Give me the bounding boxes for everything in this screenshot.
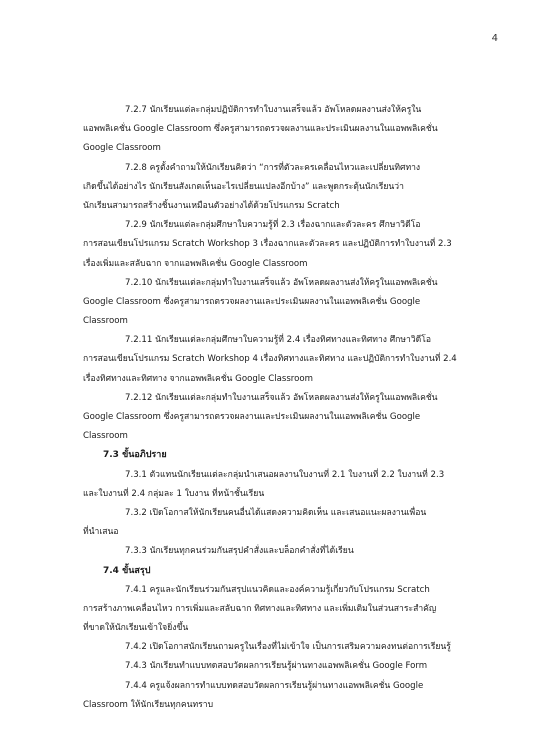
text-line: Google Classroom ซึ่งครูสามารถตรวจผลงานและประเมินผลงานในแอพพลิเคชั่น Google xyxy=(83,296,421,307)
text-line: 7.2.12 นักเรียนแต่ละกลุ่มทำใบงานเสร็จแล้ว อัพโหลดผลงานส่งให้ครูในแอพพลิเคชั่น xyxy=(125,392,438,403)
text-line: 7.3.1 ตัวแทนนักเรียนแต่ละกลุ่มนำเสนอผลงานใบงานที่ 2.1 ใบงานที่ 2.2 ใบงานที่ 2.3 xyxy=(125,469,445,480)
text-line: การสอนเขียนโปรแกรม Scratch Workshop 3 เรื่องฉากและตัวละคร และปฏิบัติการทำใบงานที่ 2.3 xyxy=(83,239,452,250)
text-line: การสร้างภาพเคลื่อนไหว การเพิ่มและสลับฉาก ทิศทางและทิศทาง และเพิ่มเติมในส่วนสาระสำคัญ xyxy=(83,603,437,614)
text-line: Classroom xyxy=(83,316,128,327)
document-body xyxy=(83,101,503,715)
text-line: แอพพลิเคชั่น Google Classroom ซึ่งครูสามารถตรวจผลงานและประเมินผลงานในแอพพลิเคชั่น xyxy=(83,124,438,135)
text-line: 7.4.1 ครูและนักเรียนร่วมกันสรุปแนวคิดและองค์ความรู้เกี่ยวกับโปรแกรม Scratch xyxy=(125,584,430,595)
text-line: เกิดขึ้นได้อย่างไร นักเรียนสังเกตเห็นอะไรเปลี่ยนแปลงอีกบ้าง” และพูดกระตุ้นนักเรียนว่า xyxy=(83,181,404,192)
text-line: 7.4.3 นักเรียนทำแบบทดสอบวัดผลการเรียนรู้ผ่านทางแอพพลิเคชั่น Google Form xyxy=(125,661,428,672)
text-line: ที่ขาดให้นักเรียนเข้าใจยิ่งขึ้น xyxy=(83,623,189,634)
text-line: เรื่องเพิ่มและสลับฉาก จากแอพพลิเคชั่น Google Classroom xyxy=(83,258,308,269)
text-line: 7.3.3 นักเรียนทุกคนร่วมกันสรุปคำสั่งและบล็อกคำสั่งที่ได้เรียน xyxy=(125,546,354,557)
text-line: 7.4.2 เปิดโอกาสนักเรียนถามครูในเรื่องที่ไม่เข้าใจ เป็นการเสริมความคงทนต่อการเรียนรู้ xyxy=(125,642,451,653)
text-line: และใบงานที่ 2.4 กลุ่มละ 1 ใบงาน ที่หน้าชั้นเรียน xyxy=(83,488,265,499)
section-heading: 7.3 ขั้นอภิปราย xyxy=(103,450,167,461)
text-line: Classroom xyxy=(83,431,128,442)
text-line: 7.4.4 ครูแจ้งผลการทำแบบทดสอบวัดผลการเรียนรู้ผ่านทางแอพพลิเคชั่น Google xyxy=(125,680,424,691)
text-line: การสอนเขียนโปรแกรม Scratch Workshop 4 เรื่องทิศทางและทิศทาง และปฏิบัติการทำใบงานที่ 2.4 xyxy=(83,354,457,365)
text-line: 7.2.10 นักเรียนแต่ละกลุ่มทำใบงานเสร็จแล้ว อัพโหลดผลงานส่งให้ครูในแอพพลิเคชั่น xyxy=(125,277,438,288)
text-line: 7.2.8 ครูตั้งคำถามให้นักเรียนคิดว่า “การที่ตัวละครเคลื่อนไหวและเปลี่ยนทิศทาง xyxy=(125,162,421,173)
text-line: นักเรียนสามารถสร้างชิ้นงานเหมือนตัวอย่างได้ด้วยโปรแกรม Scratch xyxy=(83,200,340,211)
text-line: 7.2.7 นักเรียนแต่ละกลุ่มปฏิบัติการทำใบงานเสร็จแล้ว อัพโหลดผลงานส่งให้ครูใน xyxy=(125,105,422,115)
text-line: 7.2.9 นักเรียนแต่ละกลุ่มศึกษาใบความรู้ที่ 2.3 เรื่องฉากและตัวละคร ศึกษาวิดีโอ xyxy=(125,220,421,231)
text-line: 7.2.11 นักเรียนแต่ละกลุ่มศึกษาใบความรู้ที่ 2.4 เรื่องทิศทางและทิศทาง ศึกษาวิดีโอ xyxy=(125,335,432,346)
text-line: Google Classroom ซึ่งครูสามารถตรวจผลงานและประเมินผลงานในแอพพลิเคชั่น Google xyxy=(83,412,421,422)
page-number: 4 xyxy=(491,33,498,44)
section-heading: 7.4 ขั้นสรุป xyxy=(103,565,151,576)
text-line: เรื่องทิศทางและทิศทาง จากแอพพลิเคชั่น Google Classroom xyxy=(83,373,314,384)
text-line: 7.3.2 เปิดโอกาสให้นักเรียนคนอื่นได้แสดงความคิดเห็น และเสนอแนะผลงานเพื่อน xyxy=(125,507,427,518)
text-line: Google Classroom xyxy=(83,143,161,154)
text-line: Classroom ให้นักเรียนทุกคนทราบ xyxy=(83,699,214,710)
text-line: ที่นำเสนอ xyxy=(83,527,119,538)
